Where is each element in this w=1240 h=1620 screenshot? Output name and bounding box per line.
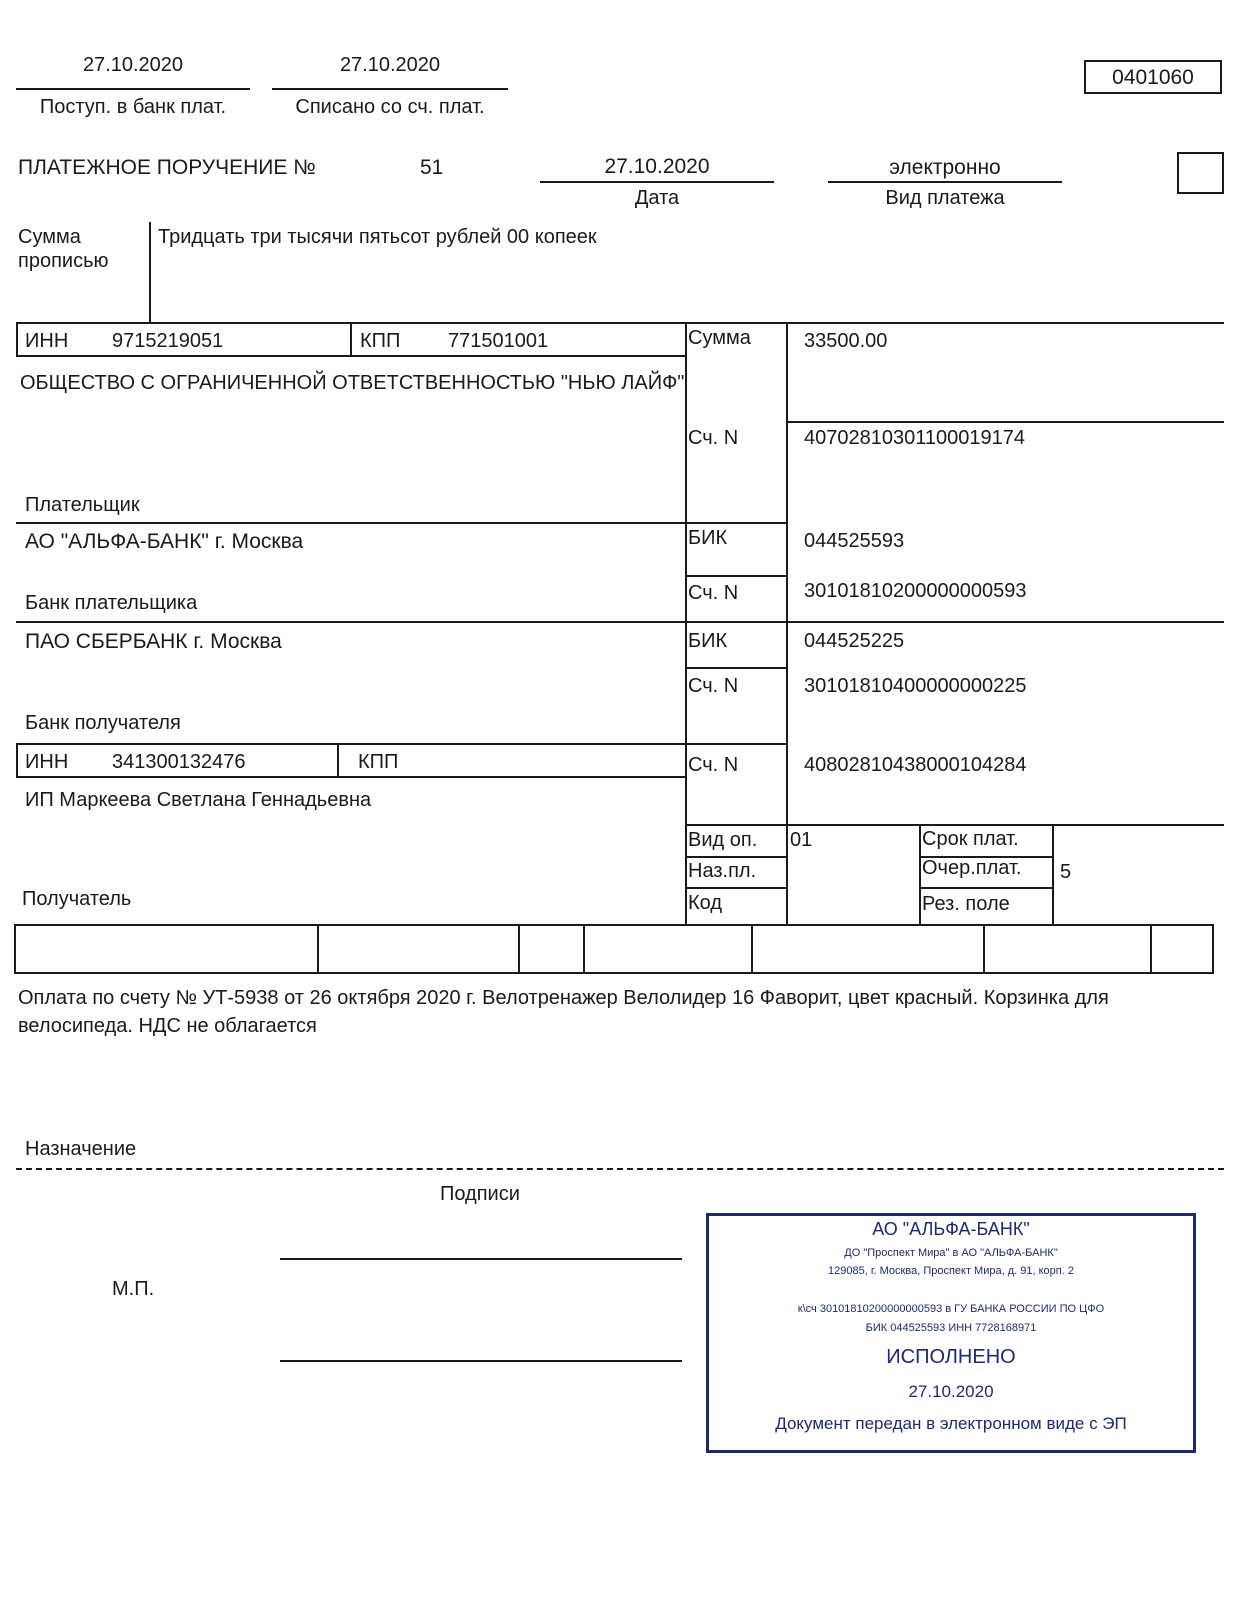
tax-field-divider-6 (1150, 924, 1152, 974)
form-code-box (1084, 60, 1222, 94)
order-date: 27.10.2020 (604, 155, 710, 178)
tax-field-divider-3 (583, 924, 585, 974)
seal-label: М.П. (112, 1278, 155, 1300)
payee-inn-left-line (16, 743, 18, 778)
term-label: Срок плат. (922, 828, 1019, 850)
payer-label: Плательщик (25, 494, 140, 516)
payee-kpp-label: КПП (358, 751, 399, 773)
payee-inn-kpp-divider (337, 743, 339, 778)
signature-line-2 (280, 1360, 682, 1362)
received-date-line (16, 88, 250, 90)
operation-col-3-line (1052, 824, 1054, 926)
payee-bank-bik-line (685, 667, 788, 669)
payee-bank-bottom-line (685, 743, 788, 745)
sum-value: 33500.00 (804, 330, 888, 352)
operation-row-2-right-line (919, 887, 1054, 889)
payment-type-label: Вид платежа (885, 187, 1005, 209)
operation-top-line (685, 824, 1224, 826)
payer-bottom-line (16, 522, 788, 524)
signature-line-1 (280, 1258, 682, 1260)
reserve-label: Рез. поле (922, 893, 1010, 915)
sum-bottom-line (786, 421, 1224, 423)
operation-type-value: 01 (790, 829, 813, 851)
payer-bank-bik-line (685, 575, 788, 577)
payer-account-label: Сч. N (688, 427, 739, 449)
operation-row-1-left-line (685, 856, 788, 858)
payee-bank-bik: 044525225 (804, 630, 905, 652)
payee-inn-bottom-line (16, 776, 686, 778)
status-box (1177, 152, 1224, 194)
operation-type-label: Вид оп. (688, 829, 758, 851)
payee-label: Получатель (22, 888, 132, 910)
payer-name: ОБЩЕСТВО С ОГРАНИЧЕННОЙ ОТВЕТСТВЕННОСТЬЮ "НЬЮ ЛАЙФ" (20, 372, 685, 394)
payer-bank-bik-label: БИК (688, 527, 728, 549)
payee-bank-name: ПАО СБЕРБАНК г. Москва (25, 630, 282, 653)
payee-account: 40802810438000104284 (804, 754, 1027, 776)
purpose-text: Оплата по счету № УТ-5938 от 26 октября 2020 г. Велотренажер Велолидер 16 Фаворит, цвет красный. Корзинка для велосипеда. НДС не облагается (18, 987, 1109, 1037)
operation-col-2-line (919, 824, 921, 926)
payer-account: 40702810301100019174 (804, 427, 1025, 449)
debited-date: 27.10.2020 (339, 54, 441, 76)
tax-fields-strip (14, 924, 1214, 974)
operation-col-1-line (786, 824, 788, 926)
form-code: 0401060 (1112, 66, 1194, 89)
payer-bank-bottom-line (16, 621, 1224, 623)
debited-date-line (272, 88, 508, 90)
debited-label: Списано со сч. плат. (295, 96, 485, 118)
sum-label: Сумма (688, 327, 751, 349)
payee-name: ИП Маркеева Светлана Геннадьевна (25, 789, 372, 811)
amount-words-value: Тридцать три тысячи пятьсот рублей 00 копеек (158, 226, 597, 248)
stamp-branch: ДО "Проспект Мира" в АО "АЛЬФА-БАНК" (844, 1247, 1058, 1259)
order-date-label: Дата (634, 187, 680, 209)
payer-bank-account-label: Сч. N (688, 582, 739, 604)
payer-bank-account: 30101810200000000593 (804, 580, 1027, 602)
payee-account-label: Сч. N (688, 754, 739, 776)
signatures-label: Подписи (440, 1183, 520, 1205)
payee-bank-account: 30101810400000000225 (804, 675, 1027, 697)
payee-inn-top-line (16, 743, 686, 745)
amount-words-label-1: Сумма (18, 226, 81, 248)
payment-type: электронно (889, 156, 1001, 179)
received-date: 27.10.2020 (82, 54, 184, 76)
payer-bank-bik: 044525593 (804, 530, 905, 552)
payer-inn: 9715219051 (112, 330, 224, 352)
payer-inn-kpp-divider (350, 322, 352, 357)
stamp-corr-account: к\сч 30101810200000000593 в ГУ БАНКА РОССИИ ПО ЦФО (797, 1303, 1105, 1315)
payment-type-line (828, 181, 1062, 183)
payee-bank-bik-label: БИК (688, 630, 728, 652)
operation-row-2-left-line (685, 887, 788, 889)
stamp-note: Документ передан в электронном виде с ЭП (775, 1414, 1127, 1433)
purpose-label: Назначение (25, 1138, 137, 1160)
payer-inn-label: ИНН (25, 330, 69, 352)
payer-bank-name: АО "АЛЬФА-БАНК" г. Москва (25, 530, 304, 553)
order-title: ПЛАТЕЖНОЕ ПОРУЧЕНИЕ № (18, 156, 316, 179)
purpose-code-label: Наз.пл. (688, 860, 757, 882)
payee-inn: 341300132476 (112, 751, 246, 773)
payer-bank-label: Банк плательщика (25, 592, 198, 614)
middle-vertical-line (685, 322, 687, 926)
order-number: 51 (420, 156, 444, 179)
tax-field-divider-1 (317, 924, 319, 974)
payee-bank-account-label: Сч. N (688, 675, 739, 697)
bank-stamp (706, 1213, 1196, 1453)
stamp-address: 129085, г. Москва, Проспект Мира, д. 91, корп. 2 (828, 1265, 1074, 1277)
stamp-bik-inn: БИК 044525593 ИНН 7728168971 (865, 1322, 1037, 1334)
tax-field-divider-5 (983, 924, 985, 974)
payee-bank-label: Банк получателя (25, 712, 181, 734)
amount-words-divider (149, 222, 151, 322)
payer-kpp-label: КПП (360, 330, 401, 352)
order-date-line (540, 181, 774, 183)
payee-inn-label: ИНН (25, 751, 69, 773)
purpose-dashed-line (16, 1168, 1224, 1170)
payer-kpp: 771501001 (448, 330, 549, 352)
amount-words-label-2: прописью (18, 250, 109, 272)
value-vertical-line (786, 322, 788, 826)
priority-value: 5 (1060, 861, 1072, 883)
stamp-status: ИСПОЛНЕНО (886, 1346, 1016, 1368)
table-top-line (16, 322, 1224, 324)
tax-field-divider-2 (518, 924, 520, 974)
priority-label: Очер.плат. (922, 857, 1022, 879)
stamp-date: 27.10.2020 (908, 1382, 994, 1401)
stamp-bank: АО "АЛЬФА-БАНК" (872, 1219, 1030, 1239)
tax-field-divider-4 (751, 924, 753, 974)
received-label: Поступ. в банк плат. (39, 96, 227, 118)
payer-inn-left-line (16, 322, 18, 357)
code-label: Код (688, 892, 723, 914)
